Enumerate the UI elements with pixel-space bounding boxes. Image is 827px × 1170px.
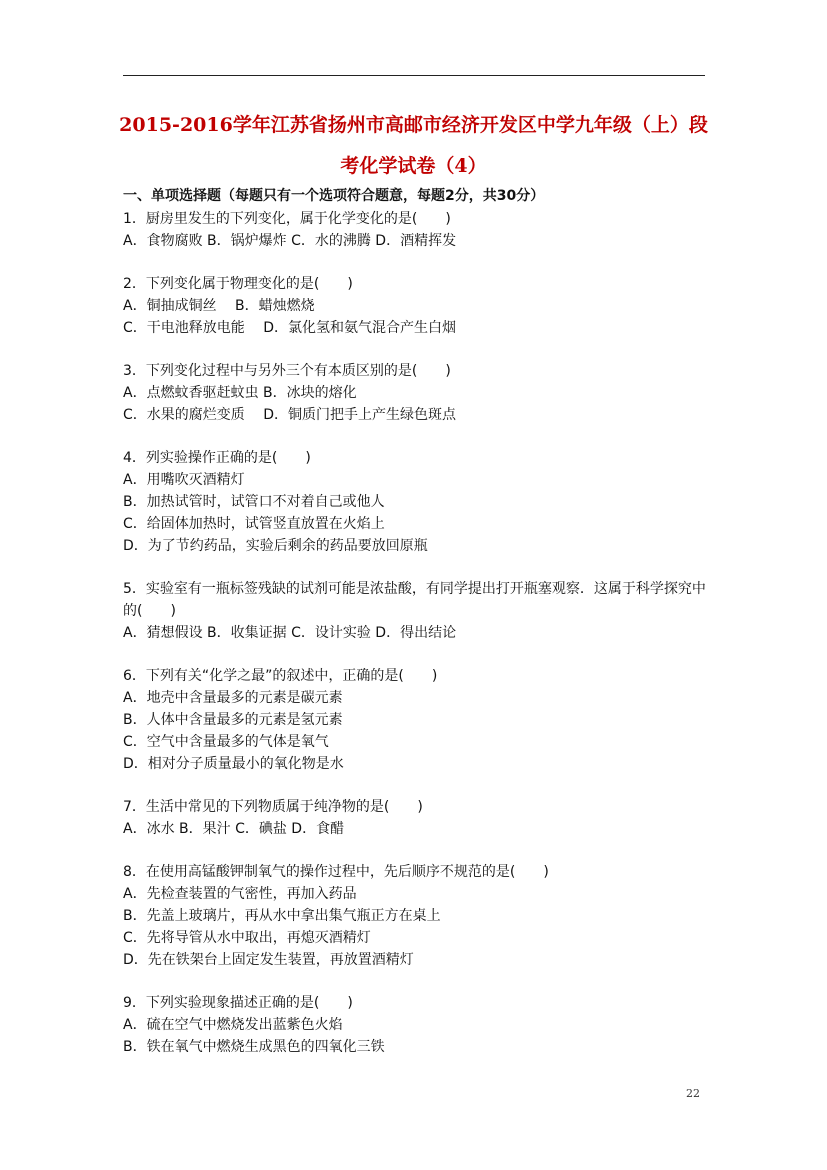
question-option: C．先将导管从水中取出，再熄灭酒精灯 [123, 930, 371, 946]
question-option: D．相对分子质量最小的氧化物是水 [123, 756, 344, 772]
question-4 [123, 447, 708, 557]
question-option: D．先在铁架台上固定发生装置，再放置酒精灯 [123, 952, 414, 968]
question-stem: 9．下列实验现象描述正确的是( ) [123, 995, 353, 1011]
question-stem: 5．实验室有一瓶标签残缺的试剂可能是浓盐酸，有同学提出打开瓶塞观察．这属于科学探究中的( ) [123, 581, 706, 619]
question-option: C．给固体加热时，试管竖直放置在火焰上 [123, 516, 385, 532]
question-option: A．硫在空气中燃烧发出蓝紫色火焰 [123, 1017, 343, 1033]
question-option: B．铁在氧气中燃烧生成黑色的四氧化三铁 [123, 1039, 385, 1055]
question-stem: 3．下列变化过程中与另外三个有本质区别的是( ) [123, 363, 451, 379]
question-2 [123, 273, 708, 339]
question-6 [123, 665, 708, 775]
question-option: A．点燃蚊香驱赶蚊虫 B．冰块的熔化 [123, 385, 357, 401]
question-7 [123, 796, 708, 840]
question-option: C．干电池释放电能 D．氯化氢和氨气混合产生白烟 [123, 320, 457, 336]
question-stem: 4．列实验操作正确的是( ) [123, 450, 311, 466]
question-option: D．为了节约药品，实验后剩余的药品要放回原瓶 [123, 538, 428, 554]
question-option: B．人体中含量最多的元素是氢元素 [123, 712, 343, 728]
question-3 [123, 360, 708, 426]
question-option: C．水果的腐烂变质 D．铜质门把手上产生绿色斑点 [123, 407, 457, 423]
question-stem: 1．厨房里发生的下列变化，属于化学变化的是( ) [123, 211, 451, 227]
question-stem: 6．下列有关“化学之最”的叙述中，正确的是( ) [123, 668, 438, 684]
question-option: A．先检查装置的气密性，再加入药品 [123, 886, 357, 902]
question-option: B．加热试管时，试管口不对着自己或他人 [123, 494, 385, 510]
page-number: 22 [686, 1087, 700, 1100]
question-option: A．地壳中含量最多的元素是碳元素 [123, 690, 343, 706]
question-stem: 2．下列变化属于物理变化的是( ) [123, 276, 353, 292]
exam-title-line-2: 考化学试卷（4） [340, 155, 487, 177]
question-option: C．空气中含量最多的气体是氧气 [123, 734, 329, 750]
question-5 [123, 578, 708, 644]
question-8 [123, 861, 708, 971]
question-option: A．猜想假设 B．收集证据 C．设计实验 D．得出结论 [123, 625, 457, 641]
exam-title-line-1: 2015-2016学年江苏省扬州市高邮市经济开发区中学九年级（上）段 [119, 114, 708, 136]
question-option: B．先盖上玻璃片，再从水中拿出集气瓶正方在桌上 [123, 908, 441, 924]
question-option: A．铜抽成铜丝 B．蜡烛燃烧 [123, 298, 315, 314]
question-9 [123, 992, 708, 1058]
header-rule [123, 75, 705, 76]
question-stem: 7．生活中常见的下列物质属于纯净物的是( ) [123, 799, 423, 815]
question-stem: 8．在使用高锰酸钾制氧气的操作过程中，先后顺序不规范的是( ) [123, 864, 549, 880]
question-option: A．食物腐败 B．锅炉爆炸 C．水的沸腾 D．酒精挥发 [123, 233, 457, 249]
section-heading: 一、单项选择题（每题只有一个选项符合题意，每题2分，共30分） [123, 188, 545, 204]
question-1 [123, 208, 708, 252]
question-list [123, 208, 708, 1079]
question-option: A．冰水 B．果汁 C．碘盐 D．食醋 [123, 821, 345, 837]
question-option: A．用嘴吹灭酒精灯 [123, 472, 245, 488]
